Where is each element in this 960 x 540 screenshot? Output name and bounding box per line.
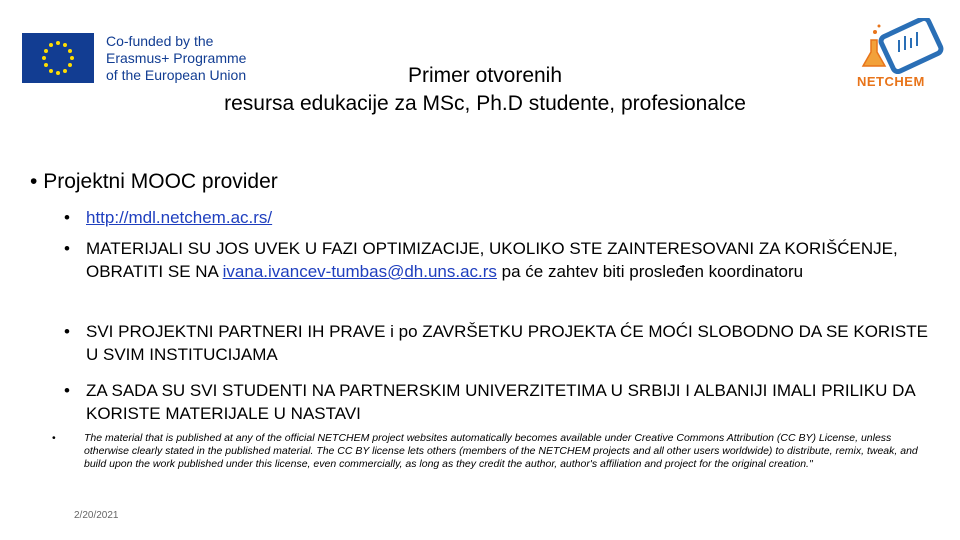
bullet-marker: • (30, 170, 38, 193)
main-bullet-text: Projektni MOOC provider (43, 170, 278, 193)
bullet-marker: • (64, 381, 70, 400)
list-item (64, 320, 944, 366)
eu-flag-icon (22, 33, 94, 83)
item-text-part: pa će zahtev biti prosleđen koordinatoru (496, 262, 804, 281)
license-note-text: The material that is published at any of the official NETCHEM project websites automatically becomes available under Creative Commons Attribution (CC BY) License, unless otherwise clearly stated in the published material. The CC BY license lets others (members of the NETCHEM projects and all other users worldwide) to distribute, remix, tweak, and build upon the work published under this license, even commercially, as long as they credit the author, author's affiliation and project for the original creation." (84, 432, 918, 470)
title-line-2: resursa edukacije za MSc, Ph.D studente, profesionalce (224, 92, 746, 115)
bullet-marker: • (64, 208, 70, 227)
bullet-marker: • (52, 432, 56, 444)
netchem-logo (855, 18, 950, 90)
bullet-marker: • (64, 239, 70, 258)
email-link[interactable]: ivana.ivancev-tumbas@dh.uns.ac.rs (222, 262, 497, 281)
bullet-marker: • (64, 322, 70, 341)
list-item (64, 237, 944, 283)
title-line-1: Primer otvorenih (407, 64, 563, 87)
eu-logo-line: of the European Union (106, 67, 247, 83)
item-text-part: MATERIJALI SU JOS UVEK U FAZI OPTIMIZACIJE, UKOLIKO STE ZAINTERESOVANI ZA KORIŠĆENJE, OBRATITI SE NA (86, 239, 898, 281)
netchem-logo-text: NETCHEM (857, 74, 925, 89)
mooc-link[interactable]: http://mdl.netchem.ac.rs/ (86, 208, 273, 227)
list-item (64, 206, 944, 229)
main-bullet (30, 170, 278, 194)
list-item-text: ZA SADA SU SVI STUDENTI NA PARTNERSKIM UNIVERZITETIMA U SRBIJI I ALBANIJI IMALI PRILIKU DA KORISTE MATERIJALE U NASTAVI (86, 381, 915, 423)
eu-logo-line: Erasmus+ Programme (106, 50, 247, 66)
page-title (130, 62, 840, 118)
slide-date: 2/20/2021 (74, 510, 119, 521)
list-item (64, 379, 944, 425)
license-note (52, 432, 932, 471)
list-item-text: SVI PROJEKTNI PARTNERI IH PRAVE i po ZAVRŠETKU PROJEKTA ĆE MOĆI SLOBODNO DA SE KORISTE U SVIM INSTITUCIJAMA (86, 322, 928, 364)
eu-logo-line: Co-funded by the (106, 33, 214, 49)
netchem-flask-icon (855, 18, 950, 74)
list-item-text (64, 237, 944, 283)
